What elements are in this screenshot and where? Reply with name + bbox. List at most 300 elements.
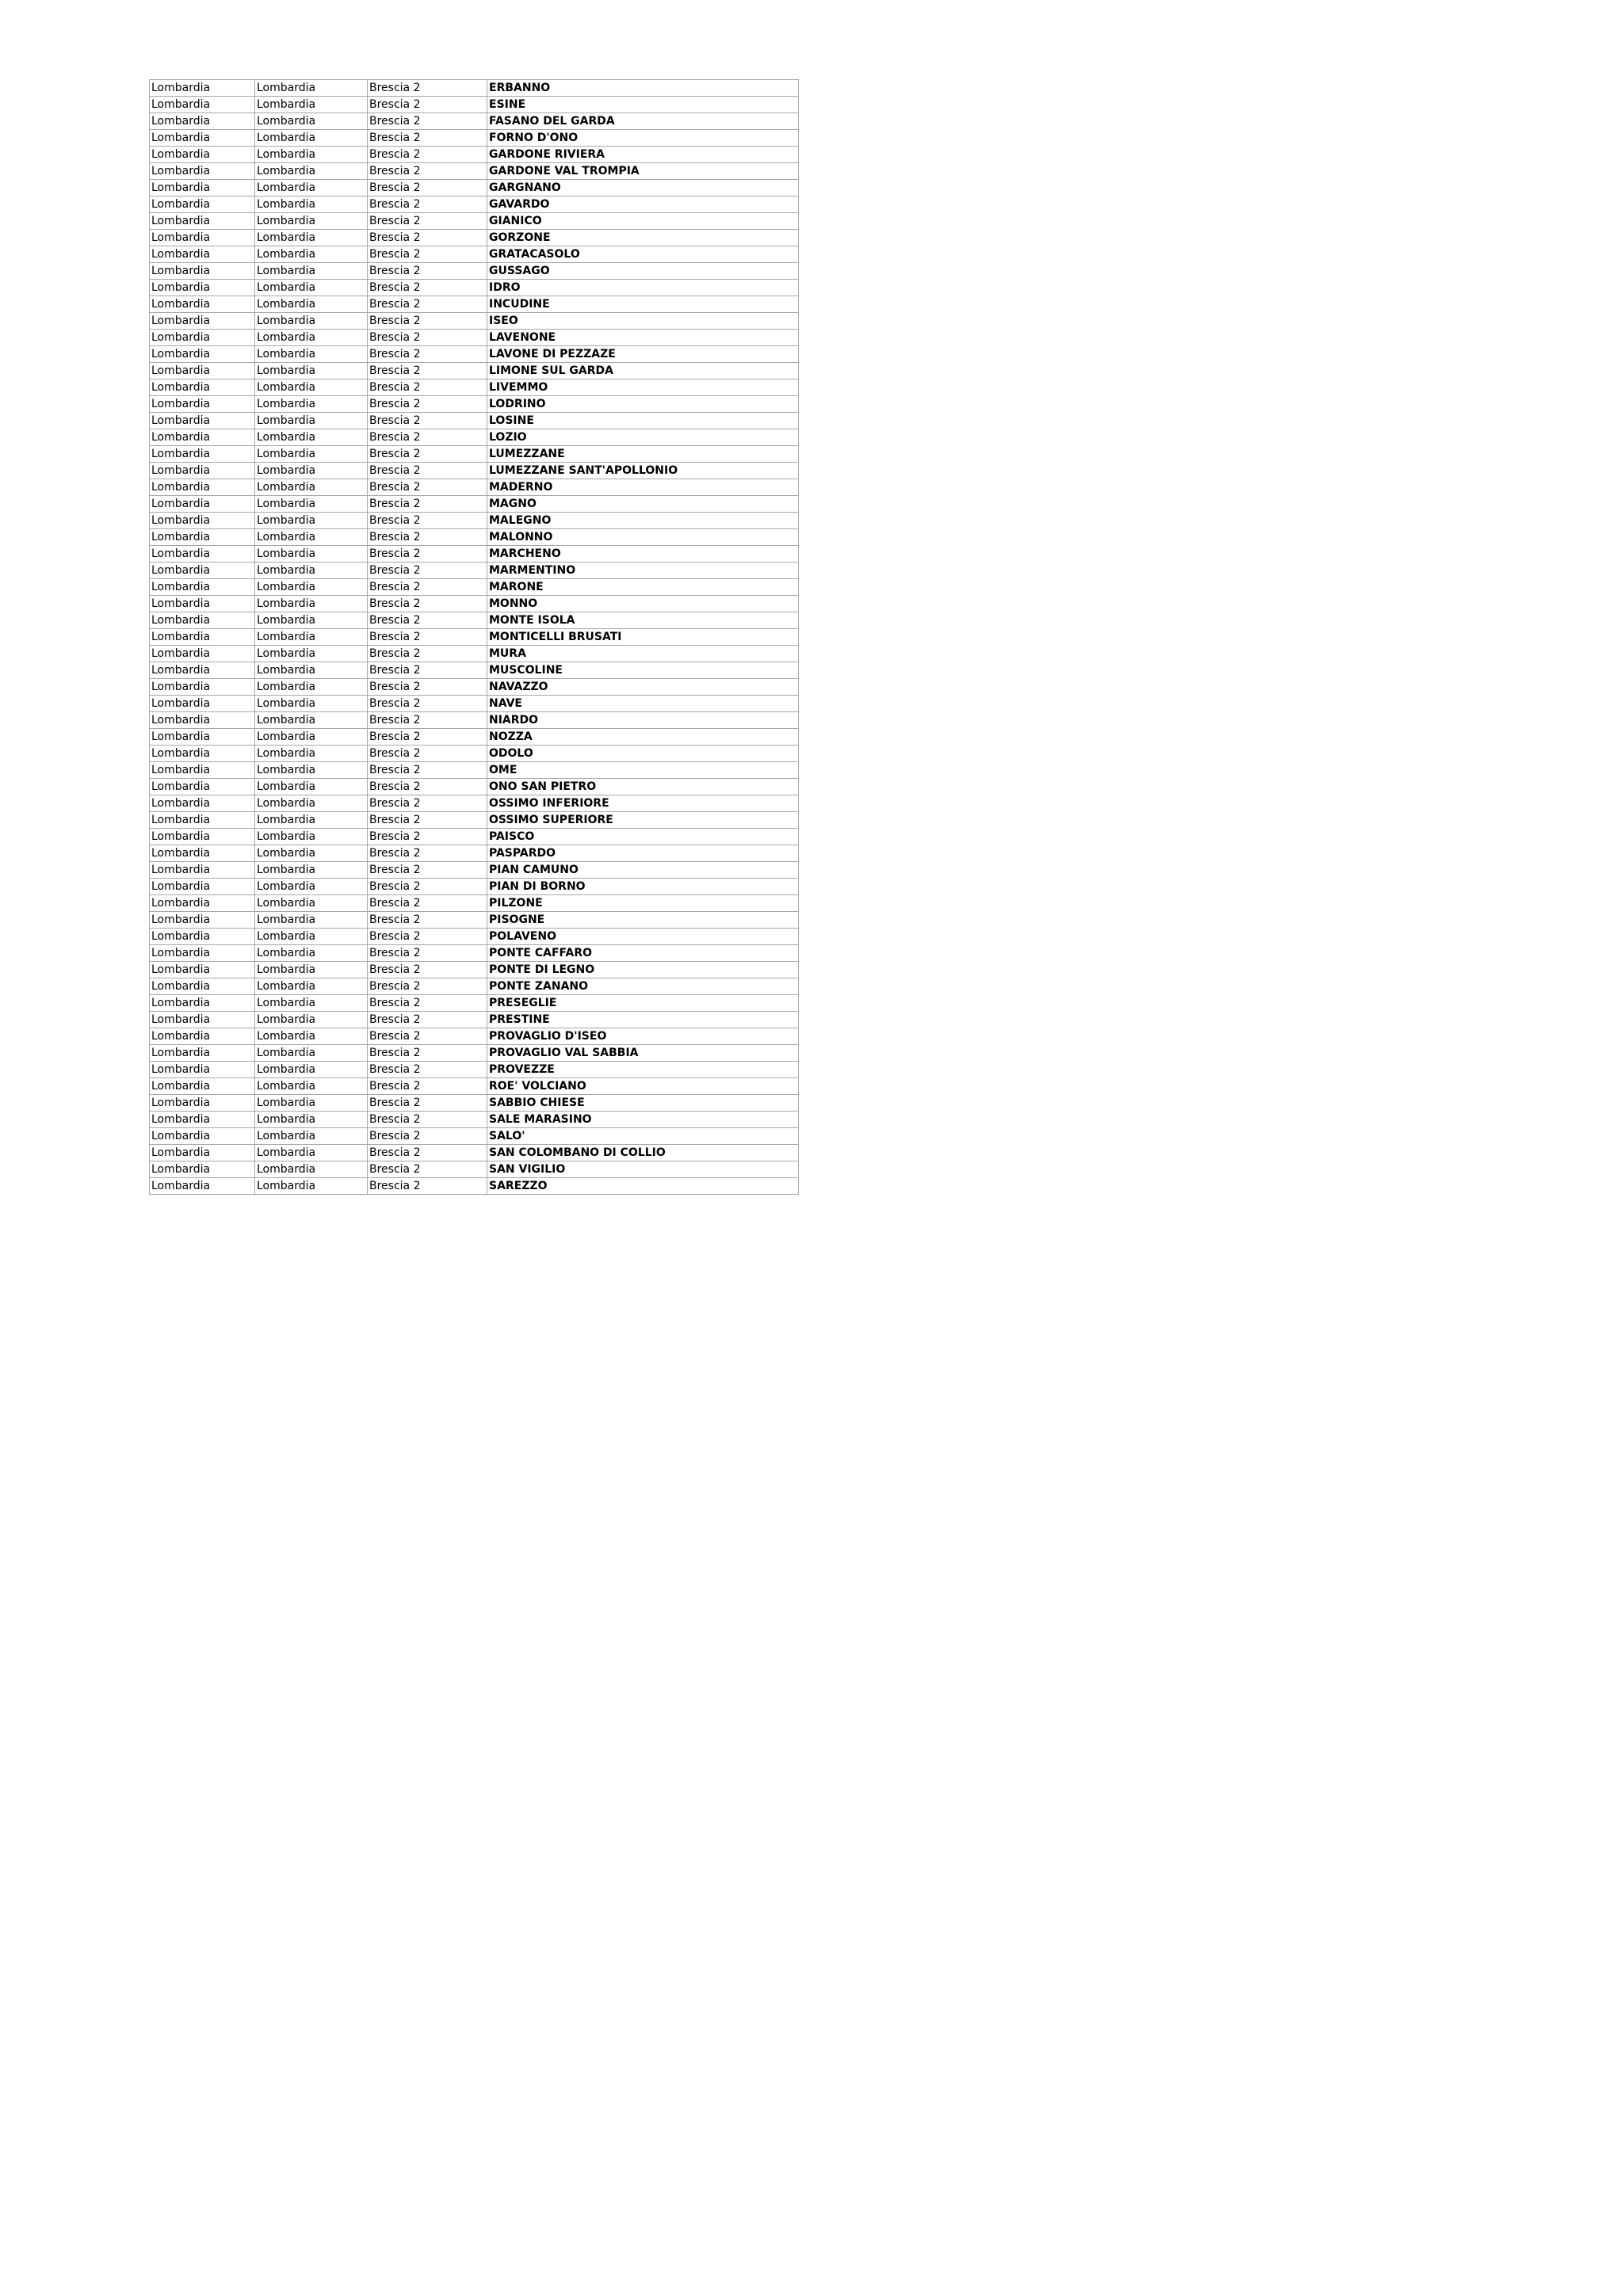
region-group-cell: Lombardia bbox=[255, 612, 368, 629]
district-cell: Brescia 2 bbox=[368, 1161, 487, 1178]
municipality-cell: PRESEGLIE bbox=[487, 995, 799, 1012]
municipality-cell: NAVE bbox=[487, 696, 799, 712]
region-group-cell: Lombardia bbox=[255, 895, 368, 912]
district-cell: Brescia 2 bbox=[368, 446, 487, 463]
municipality-cell: SAN VIGILIO bbox=[487, 1161, 799, 1178]
table-row bbox=[150, 1095, 799, 1112]
region-cell: Lombardia bbox=[150, 1012, 255, 1028]
district-cell: Brescia 2 bbox=[368, 396, 487, 413]
region-cell: Lombardia bbox=[150, 479, 255, 496]
table-row bbox=[150, 829, 799, 845]
municipality-cell: SALO' bbox=[487, 1128, 799, 1145]
district-cell: Brescia 2 bbox=[368, 113, 487, 130]
table-row bbox=[150, 679, 799, 696]
table-row bbox=[150, 263, 799, 280]
municipality-cell: MALEGNO bbox=[487, 513, 799, 529]
municipality-cell: PIAN DI BORNO bbox=[487, 879, 799, 895]
municipality-cell: MARMENTINO bbox=[487, 563, 799, 579]
municipality-cell: PONTE DI LEGNO bbox=[487, 962, 799, 978]
municipality-cell: PIAN CAMUNO bbox=[487, 862, 799, 879]
table-row bbox=[150, 1078, 799, 1095]
region-cell: Lombardia bbox=[150, 346, 255, 363]
region-group-cell: Lombardia bbox=[255, 696, 368, 712]
table-row bbox=[150, 795, 799, 812]
region-group-cell: Lombardia bbox=[255, 596, 368, 612]
table-row bbox=[150, 479, 799, 496]
table-row bbox=[150, 196, 799, 213]
district-cell: Brescia 2 bbox=[368, 563, 487, 579]
table-body bbox=[150, 80, 799, 1195]
region-cell: Lombardia bbox=[150, 330, 255, 346]
district-cell: Brescia 2 bbox=[368, 879, 487, 895]
district-cell: Brescia 2 bbox=[368, 147, 487, 163]
table-row bbox=[150, 213, 799, 230]
region-group-cell: Lombardia bbox=[255, 413, 368, 429]
region-group-cell: Lombardia bbox=[255, 97, 368, 113]
region-group-cell: Lombardia bbox=[255, 147, 368, 163]
region-group-cell: Lombardia bbox=[255, 1178, 368, 1195]
municipality-cell: GIANICO bbox=[487, 213, 799, 230]
region-cell: Lombardia bbox=[150, 130, 255, 147]
table-row bbox=[150, 945, 799, 962]
region-group-cell: Lombardia bbox=[255, 978, 368, 995]
table-row bbox=[150, 463, 799, 479]
district-cell: Brescia 2 bbox=[368, 729, 487, 746]
region-group-cell: Lombardia bbox=[255, 263, 368, 280]
region-group-cell: Lombardia bbox=[255, 446, 368, 463]
table-row bbox=[150, 379, 799, 396]
region-group-cell: Lombardia bbox=[255, 1078, 368, 1095]
region-group-cell: Lombardia bbox=[255, 829, 368, 845]
municipality-cell: MARONE bbox=[487, 579, 799, 596]
region-group-cell: Lombardia bbox=[255, 230, 368, 246]
table-row bbox=[150, 912, 799, 929]
region-group-cell: Lombardia bbox=[255, 1095, 368, 1112]
municipality-cell: NIARDO bbox=[487, 712, 799, 729]
table-row bbox=[150, 845, 799, 862]
district-cell: Brescia 2 bbox=[368, 929, 487, 945]
table-row bbox=[150, 1128, 799, 1145]
region-cell: Lombardia bbox=[150, 496, 255, 513]
region-cell: Lombardia bbox=[150, 662, 255, 679]
district-cell: Brescia 2 bbox=[368, 962, 487, 978]
table-row bbox=[150, 662, 799, 679]
municipality-cell: LOSINE bbox=[487, 413, 799, 429]
region-group-cell: Lombardia bbox=[255, 396, 368, 413]
region-group-cell: Lombardia bbox=[255, 629, 368, 646]
district-cell: Brescia 2 bbox=[368, 812, 487, 829]
region-group-cell: Lombardia bbox=[255, 363, 368, 379]
table-row bbox=[150, 396, 799, 413]
region-group-cell: Lombardia bbox=[255, 729, 368, 746]
region-cell: Lombardia bbox=[150, 147, 255, 163]
district-cell: Brescia 2 bbox=[368, 180, 487, 196]
municipality-cell: OSSIMO SUPERIORE bbox=[487, 812, 799, 829]
district-cell: Brescia 2 bbox=[368, 213, 487, 230]
region-cell: Lombardia bbox=[150, 1028, 255, 1045]
district-cell: Brescia 2 bbox=[368, 829, 487, 845]
municipality-cell: INCUDINE bbox=[487, 296, 799, 313]
region-cell: Lombardia bbox=[150, 113, 255, 130]
municipality-cell: IDRO bbox=[487, 280, 799, 296]
municipality-cell: GARDONE VAL TROMPIA bbox=[487, 163, 799, 180]
table-row bbox=[150, 1161, 799, 1178]
region-group-cell: Lombardia bbox=[255, 962, 368, 978]
region-cell: Lombardia bbox=[150, 779, 255, 795]
municipality-cell: LUMEZZANE SANT'APOLLONIO bbox=[487, 463, 799, 479]
region-cell: Lombardia bbox=[150, 746, 255, 762]
region-group-cell: Lombardia bbox=[255, 929, 368, 945]
municipality-cell: ROE' VOLCIANO bbox=[487, 1078, 799, 1095]
municipality-cell: MONNO bbox=[487, 596, 799, 612]
region-cell: Lombardia bbox=[150, 912, 255, 929]
region-group-cell: Lombardia bbox=[255, 130, 368, 147]
region-cell: Lombardia bbox=[150, 296, 255, 313]
table-row bbox=[150, 330, 799, 346]
region-cell: Lombardia bbox=[150, 729, 255, 746]
region-cell: Lombardia bbox=[150, 80, 255, 97]
district-cell: Brescia 2 bbox=[368, 779, 487, 795]
region-cell: Lombardia bbox=[150, 413, 255, 429]
region-group-cell: Lombardia bbox=[255, 429, 368, 446]
region-group-cell: Lombardia bbox=[255, 1012, 368, 1028]
municipality-cell: SALE MARASINO bbox=[487, 1112, 799, 1128]
table-row bbox=[150, 962, 799, 978]
table-row bbox=[150, 246, 799, 263]
region-cell: Lombardia bbox=[150, 1112, 255, 1128]
municipality-cell: MONTE ISOLA bbox=[487, 612, 799, 629]
municipality-cell: PONTE CAFFARO bbox=[487, 945, 799, 962]
municipality-cell: OME bbox=[487, 762, 799, 779]
region-cell: Lombardia bbox=[150, 895, 255, 912]
municipality-cell: MAGNO bbox=[487, 496, 799, 513]
region-cell: Lombardia bbox=[150, 396, 255, 413]
municipality-cell: MURA bbox=[487, 646, 799, 662]
region-cell: Lombardia bbox=[150, 596, 255, 612]
region-cell: Lombardia bbox=[150, 812, 255, 829]
municipality-cell: PAISCO bbox=[487, 829, 799, 845]
region-group-cell: Lombardia bbox=[255, 180, 368, 196]
table-row bbox=[150, 496, 799, 513]
table-row bbox=[150, 1178, 799, 1195]
region-group-cell: Lombardia bbox=[255, 313, 368, 330]
region-cell: Lombardia bbox=[150, 1062, 255, 1078]
municipality-cell: SABBIO CHIESE bbox=[487, 1095, 799, 1112]
district-cell: Brescia 2 bbox=[368, 280, 487, 296]
district-cell: Brescia 2 bbox=[368, 895, 487, 912]
district-cell: Brescia 2 bbox=[368, 413, 487, 429]
region-group-cell: Lombardia bbox=[255, 280, 368, 296]
municipality-cell: GORZONE bbox=[487, 230, 799, 246]
region-cell: Lombardia bbox=[150, 163, 255, 180]
table-row bbox=[150, 978, 799, 995]
district-cell: Brescia 2 bbox=[368, 679, 487, 696]
region-group-cell: Lombardia bbox=[255, 479, 368, 496]
region-cell: Lombardia bbox=[150, 513, 255, 529]
municipality-cell: SAN COLOMBANO DI COLLIO bbox=[487, 1145, 799, 1161]
table-row bbox=[150, 180, 799, 196]
region-group-cell: Lombardia bbox=[255, 945, 368, 962]
municipality-cell: ONO SAN PIETRO bbox=[487, 779, 799, 795]
district-cell: Brescia 2 bbox=[368, 696, 487, 712]
district-cell: Brescia 2 bbox=[368, 1045, 487, 1062]
region-cell: Lombardia bbox=[150, 1078, 255, 1095]
region-group-cell: Lombardia bbox=[255, 679, 368, 696]
region-cell: Lombardia bbox=[150, 579, 255, 596]
table-row bbox=[150, 446, 799, 463]
district-cell: Brescia 2 bbox=[368, 912, 487, 929]
table-row bbox=[150, 1012, 799, 1028]
region-cell: Lombardia bbox=[150, 1178, 255, 1195]
region-cell: Lombardia bbox=[150, 679, 255, 696]
region-group-cell: Lombardia bbox=[255, 1128, 368, 1145]
table-row bbox=[150, 646, 799, 662]
region-cell: Lombardia bbox=[150, 945, 255, 962]
region-cell: Lombardia bbox=[150, 829, 255, 845]
region-group-cell: Lombardia bbox=[255, 296, 368, 313]
district-cell: Brescia 2 bbox=[368, 1145, 487, 1161]
table-row bbox=[150, 80, 799, 97]
region-cell: Lombardia bbox=[150, 563, 255, 579]
region-group-cell: Lombardia bbox=[255, 379, 368, 396]
district-cell: Brescia 2 bbox=[368, 196, 487, 213]
municipality-cell: PASPARDO bbox=[487, 845, 799, 862]
district-cell: Brescia 2 bbox=[368, 479, 487, 496]
region-cell: Lombardia bbox=[150, 862, 255, 879]
region-group-cell: Lombardia bbox=[255, 546, 368, 563]
region-group-cell: Lombardia bbox=[255, 912, 368, 929]
region-cell: Lombardia bbox=[150, 712, 255, 729]
region-group-cell: Lombardia bbox=[255, 646, 368, 662]
region-group-cell: Lombardia bbox=[255, 463, 368, 479]
table-row bbox=[150, 363, 799, 379]
region-cell: Lombardia bbox=[150, 463, 255, 479]
district-cell: Brescia 2 bbox=[368, 263, 487, 280]
district-cell: Brescia 2 bbox=[368, 1078, 487, 1095]
region-cell: Lombardia bbox=[150, 762, 255, 779]
region-cell: Lombardia bbox=[150, 629, 255, 646]
district-cell: Brescia 2 bbox=[368, 579, 487, 596]
municipality-cell: LAVONE DI PEZZAZE bbox=[487, 346, 799, 363]
district-cell: Brescia 2 bbox=[368, 646, 487, 662]
table-row bbox=[150, 579, 799, 596]
district-cell: Brescia 2 bbox=[368, 529, 487, 546]
municipality-cell: LUMEZZANE bbox=[487, 446, 799, 463]
region-cell: Lombardia bbox=[150, 962, 255, 978]
district-cell: Brescia 2 bbox=[368, 513, 487, 529]
region-cell: Lombardia bbox=[150, 1128, 255, 1145]
district-cell: Brescia 2 bbox=[368, 230, 487, 246]
region-cell: Lombardia bbox=[150, 230, 255, 246]
district-cell: Brescia 2 bbox=[368, 1095, 487, 1112]
municipality-cell: PISOGNE bbox=[487, 912, 799, 929]
region-cell: Lombardia bbox=[150, 995, 255, 1012]
region-group-cell: Lombardia bbox=[255, 779, 368, 795]
region-cell: Lombardia bbox=[150, 246, 255, 263]
municipality-cell: MARCHENO bbox=[487, 546, 799, 563]
table-row bbox=[150, 1145, 799, 1161]
district-cell: Brescia 2 bbox=[368, 346, 487, 363]
district-cell: Brescia 2 bbox=[368, 612, 487, 629]
region-cell: Lombardia bbox=[150, 379, 255, 396]
municipality-cell: MUSCOLINE bbox=[487, 662, 799, 679]
municipality-cell: GARGNANO bbox=[487, 180, 799, 196]
municipality-cell: OSSIMO INFERIORE bbox=[487, 795, 799, 812]
region-cell: Lombardia bbox=[150, 845, 255, 862]
municipality-cell: MALONNO bbox=[487, 529, 799, 546]
table-row bbox=[150, 429, 799, 446]
municipality-cell: SAREZZO bbox=[487, 1178, 799, 1195]
region-group-cell: Lombardia bbox=[255, 246, 368, 263]
district-cell: Brescia 2 bbox=[368, 429, 487, 446]
region-cell: Lombardia bbox=[150, 696, 255, 712]
table-row bbox=[150, 1045, 799, 1062]
region-group-cell: Lombardia bbox=[255, 1145, 368, 1161]
region-group-cell: Lombardia bbox=[255, 662, 368, 679]
region-group-cell: Lombardia bbox=[255, 795, 368, 812]
table-row bbox=[150, 563, 799, 579]
region-cell: Lombardia bbox=[150, 180, 255, 196]
region-group-cell: Lombardia bbox=[255, 563, 368, 579]
region-group-cell: Lombardia bbox=[255, 1112, 368, 1128]
region-cell: Lombardia bbox=[150, 280, 255, 296]
district-cell: Brescia 2 bbox=[368, 246, 487, 263]
table-row bbox=[150, 729, 799, 746]
region-group-cell: Lombardia bbox=[255, 995, 368, 1012]
table-row bbox=[150, 696, 799, 712]
region-group-cell: Lombardia bbox=[255, 862, 368, 879]
region-group-cell: Lombardia bbox=[255, 163, 368, 180]
region-group-cell: Lombardia bbox=[255, 712, 368, 729]
region-cell: Lombardia bbox=[150, 446, 255, 463]
table-row bbox=[150, 130, 799, 147]
district-cell: Brescia 2 bbox=[368, 795, 487, 812]
table-row bbox=[150, 746, 799, 762]
region-group-cell: Lombardia bbox=[255, 812, 368, 829]
municipality-cell: NOZZA bbox=[487, 729, 799, 746]
region-group-cell: Lombardia bbox=[255, 196, 368, 213]
district-cell: Brescia 2 bbox=[368, 662, 487, 679]
district-cell: Brescia 2 bbox=[368, 845, 487, 862]
municipality-cell: LIVEMMO bbox=[487, 379, 799, 396]
table-row bbox=[150, 313, 799, 330]
table-row bbox=[150, 879, 799, 895]
district-cell: Brescia 2 bbox=[368, 1178, 487, 1195]
table-row bbox=[150, 147, 799, 163]
district-cell: Brescia 2 bbox=[368, 163, 487, 180]
table-row bbox=[150, 1062, 799, 1078]
district-cell: Brescia 2 bbox=[368, 80, 487, 97]
region-group-cell: Lombardia bbox=[255, 346, 368, 363]
district-cell: Brescia 2 bbox=[368, 596, 487, 612]
table-row bbox=[150, 712, 799, 729]
municipality-cell: ERBANNO bbox=[487, 80, 799, 97]
district-cell: Brescia 2 bbox=[368, 746, 487, 762]
table-row bbox=[150, 546, 799, 563]
municipality-cell: LIMONE SUL GARDA bbox=[487, 363, 799, 379]
municipality-cell: FORNO D'ONO bbox=[487, 130, 799, 147]
region-group-cell: Lombardia bbox=[255, 113, 368, 130]
district-cell: Brescia 2 bbox=[368, 379, 487, 396]
table-row bbox=[150, 779, 799, 795]
region-cell: Lombardia bbox=[150, 1145, 255, 1161]
municipality-cell: MADERNO bbox=[487, 479, 799, 496]
district-cell: Brescia 2 bbox=[368, 862, 487, 879]
table-row bbox=[150, 629, 799, 646]
region-cell: Lombardia bbox=[150, 795, 255, 812]
municipality-cell: PILZONE bbox=[487, 895, 799, 912]
municipality-cell: PRESTINE bbox=[487, 1012, 799, 1028]
region-cell: Lombardia bbox=[150, 213, 255, 230]
district-cell: Brescia 2 bbox=[368, 97, 487, 113]
region-cell: Lombardia bbox=[150, 529, 255, 546]
municipality-cell: ODOLO bbox=[487, 746, 799, 762]
table-row bbox=[150, 230, 799, 246]
region-cell: Lombardia bbox=[150, 646, 255, 662]
region-cell: Lombardia bbox=[150, 1095, 255, 1112]
district-cell: Brescia 2 bbox=[368, 496, 487, 513]
municipality-cell: MONTICELLI BRUSATI bbox=[487, 629, 799, 646]
table-row bbox=[150, 929, 799, 945]
district-cell: Brescia 2 bbox=[368, 712, 487, 729]
region-cell: Lombardia bbox=[150, 97, 255, 113]
region-group-cell: Lombardia bbox=[255, 213, 368, 230]
table-row bbox=[150, 413, 799, 429]
table-row bbox=[150, 280, 799, 296]
district-cell: Brescia 2 bbox=[368, 313, 487, 330]
region-group-cell: Lombardia bbox=[255, 879, 368, 895]
municipality-cell: NAVAZZO bbox=[487, 679, 799, 696]
region-group-cell: Lombardia bbox=[255, 496, 368, 513]
region-cell: Lombardia bbox=[150, 313, 255, 330]
district-cell: Brescia 2 bbox=[368, 546, 487, 563]
municipality-cell: PONTE ZANANO bbox=[487, 978, 799, 995]
table-row bbox=[150, 296, 799, 313]
region-cell: Lombardia bbox=[150, 1045, 255, 1062]
table-row bbox=[150, 163, 799, 180]
region-cell: Lombardia bbox=[150, 978, 255, 995]
data-table bbox=[149, 79, 799, 1195]
district-cell: Brescia 2 bbox=[368, 762, 487, 779]
region-group-cell: Lombardia bbox=[255, 1045, 368, 1062]
table-row bbox=[150, 513, 799, 529]
region-cell: Lombardia bbox=[150, 929, 255, 945]
table-row bbox=[150, 895, 799, 912]
municipality-cell: LAVENONE bbox=[487, 330, 799, 346]
table-row bbox=[150, 812, 799, 829]
municipality-cell: LOZIO bbox=[487, 429, 799, 446]
table-row bbox=[150, 1112, 799, 1128]
table-row bbox=[150, 97, 799, 113]
municipality-cell: GAVARDO bbox=[487, 196, 799, 213]
table-row bbox=[150, 596, 799, 612]
region-group-cell: Lombardia bbox=[255, 529, 368, 546]
region-cell: Lombardia bbox=[150, 1161, 255, 1178]
region-group-cell: Lombardia bbox=[255, 1161, 368, 1178]
district-cell: Brescia 2 bbox=[368, 463, 487, 479]
table-row bbox=[150, 346, 799, 363]
district-cell: Brescia 2 bbox=[368, 363, 487, 379]
table-row bbox=[150, 995, 799, 1012]
district-cell: Brescia 2 bbox=[368, 1112, 487, 1128]
region-cell: Lombardia bbox=[150, 263, 255, 280]
district-cell: Brescia 2 bbox=[368, 1012, 487, 1028]
region-group-cell: Lombardia bbox=[255, 845, 368, 862]
district-cell: Brescia 2 bbox=[368, 945, 487, 962]
region-group-cell: Lombardia bbox=[255, 746, 368, 762]
district-cell: Brescia 2 bbox=[368, 629, 487, 646]
region-cell: Lombardia bbox=[150, 363, 255, 379]
